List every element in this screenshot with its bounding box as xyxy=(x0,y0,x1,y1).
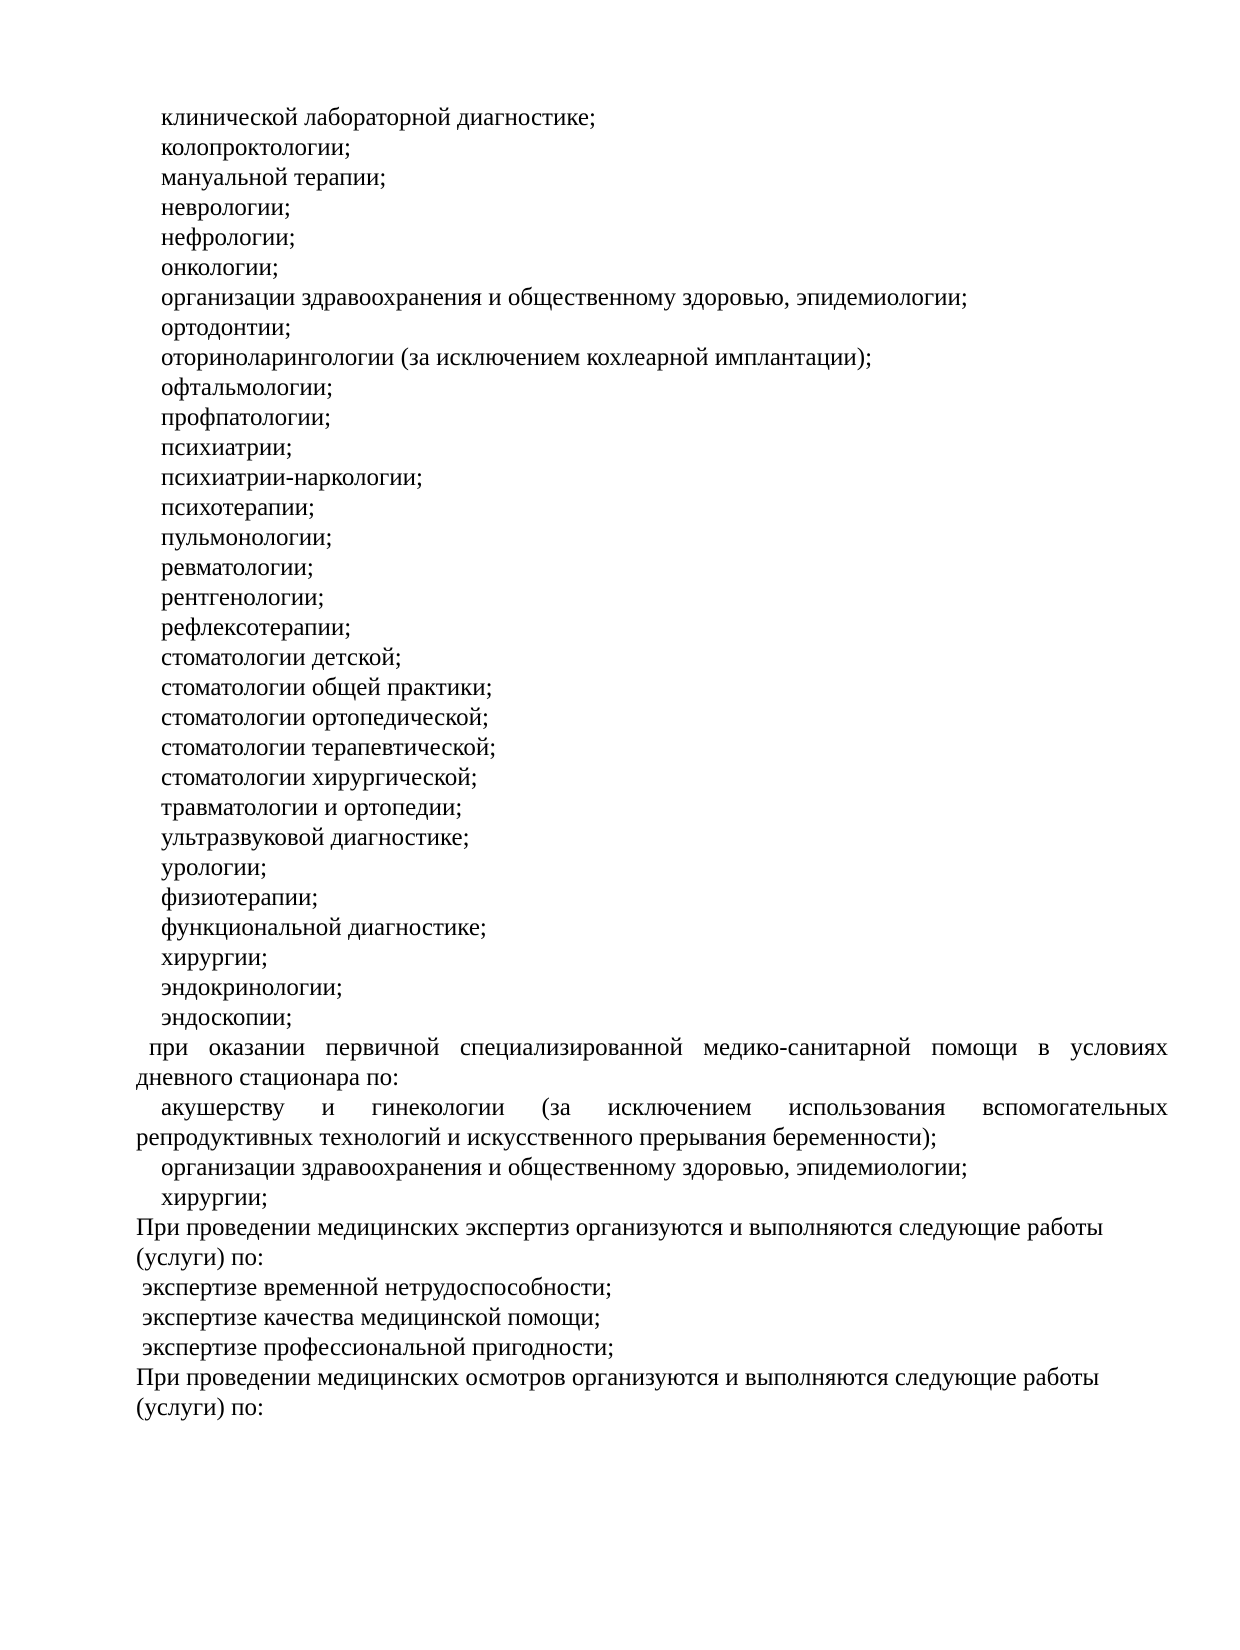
specialty-item: мануальной терапии; xyxy=(161,164,387,191)
specialty-item: пульмонологии; xyxy=(161,524,333,551)
expertise-item: экспертизе временной нетрудоспособности; xyxy=(142,1274,613,1301)
specialty-item: ревматологии; xyxy=(161,554,314,581)
specialty-item: стоматологии терапевтической; xyxy=(161,734,497,761)
specialty-item: эндоскопии; xyxy=(161,1004,293,1031)
specialty-item: ультразвуковой диагностике; xyxy=(161,824,470,851)
specialty-item: ортодонтии; xyxy=(161,314,292,341)
specialty-item: функциональной диагностике; xyxy=(161,914,487,941)
specialty-item: стоматологии ортопедической; xyxy=(161,704,489,731)
specialty-item: организации здравоохранения и общественному здоровью, эпидемиологии; xyxy=(161,284,968,311)
specialty-item: хирургии; xyxy=(161,944,269,971)
specialty-item: профпатологии; xyxy=(161,404,332,431)
specialty-item: урологии; xyxy=(161,854,268,881)
specialty-item: колопроктологии; xyxy=(161,134,351,161)
specialties-list xyxy=(136,103,1168,1033)
specialty-item: психотерапии; xyxy=(161,494,315,521)
day-hospital-intro-paragraph: при оказании первичной специализированной медико-санитарной помощи в условиях дневного стационара по: xyxy=(136,1034,1168,1091)
day-hospital-item: акушерству и гинекологии (за исключением использования вспомогательных репродуктивных технологий и искусственного прерывания беременности); xyxy=(136,1094,1168,1151)
specialty-item: физиотерапии; xyxy=(161,884,319,911)
specialty-item: рефлексотерапии; xyxy=(161,614,352,641)
specialty-item: офтальмологии; xyxy=(161,374,334,401)
expertise-item: экспертизе профессиональной пригодности; xyxy=(142,1334,615,1361)
day-hospital-item: хирургии; xyxy=(161,1184,269,1211)
expertise-list xyxy=(136,1273,1168,1363)
examinations-intro-paragraph: При проведении медицинских осмотров организуются и выполняются следующие работы (услуги) по: xyxy=(136,1364,1100,1421)
specialty-item: клинической лабораторной диагностике; xyxy=(161,104,596,131)
specialty-item: психиатрии; xyxy=(161,434,293,461)
specialty-item: онкологии; xyxy=(161,254,279,281)
specialty-item: неврологии; xyxy=(161,194,291,221)
expertise-item: экспертизе качества медицинской помощи; xyxy=(142,1304,601,1331)
specialty-item: стоматологии общей практики; xyxy=(161,674,493,701)
specialty-item: эндокринологии; xyxy=(161,974,343,1001)
specialty-item: психиатрии-наркологии; xyxy=(161,464,423,491)
specialty-item: стоматологии хирургической; xyxy=(161,764,478,791)
specialty-item: травматологии и ортопедии; xyxy=(161,794,463,821)
specialty-item: стоматологии детской; xyxy=(161,644,402,671)
expertise-intro-paragraph: При проведении медицинских экспертиз организуются и выполняются следующие работы (услуги) по: xyxy=(136,1214,1104,1271)
specialty-item: оториноларингологии (за исключением кохлеарной имплантации); xyxy=(161,344,873,371)
specialty-item: нефрологии; xyxy=(161,224,296,251)
specialty-item: рентгенологии; xyxy=(161,584,325,611)
day-hospital-item: организации здравоохранения и общественному здоровью, эпидемиологии; xyxy=(161,1154,968,1181)
day-hospital-list xyxy=(136,1093,1168,1213)
